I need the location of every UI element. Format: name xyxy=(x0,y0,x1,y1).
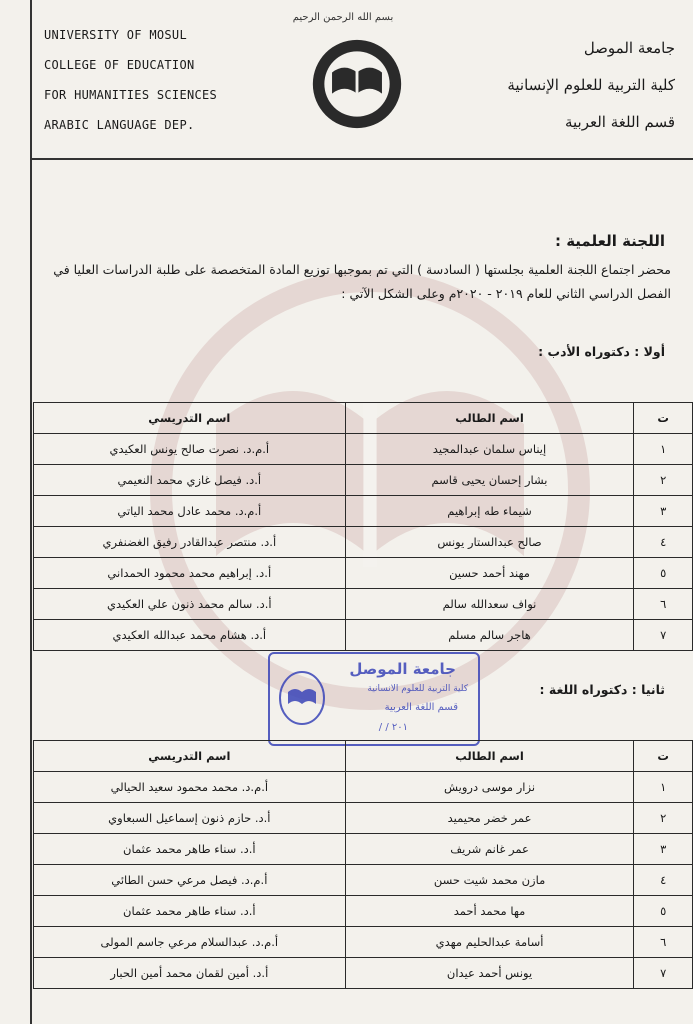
stamp-date: / / ٢٠١ xyxy=(378,722,408,733)
table-row xyxy=(34,927,693,958)
row-num: ٤ xyxy=(634,865,693,896)
col-student-header: اسم الطالب xyxy=(345,741,634,772)
teacher-name: أ.د. سناء طاهر محمد عثمان xyxy=(34,834,346,865)
teacher-name: أ.د. أمين لقمان محمد أمين الحبار xyxy=(34,958,346,989)
table-row xyxy=(34,434,693,465)
university-logo xyxy=(309,36,405,132)
student-name: نواف سعدالله سالم xyxy=(345,589,634,620)
committee-title: اللجنة العلمية : xyxy=(554,232,665,250)
section2-title: ثانيا : دكتوراه اللغة : xyxy=(539,682,665,697)
student-name: يونس أحمد عيدان xyxy=(345,958,634,989)
en-header-line: UNIVERSITY OF MOSUL xyxy=(44,28,187,42)
row-num: ٧ xyxy=(634,620,693,651)
ar-header-line: كلية التربية للعلوم الإنسانية xyxy=(507,76,675,94)
teacher-name: أ.م.د. عبدالسلام مرعي جاسم المولى xyxy=(34,927,346,958)
stamp-title: جامعة الموصل xyxy=(349,660,456,678)
col-teacher-header: اسم التدريسي xyxy=(34,403,346,434)
en-header-line: FOR HUMANITIES SCIENCES xyxy=(44,88,218,102)
row-num: ٢ xyxy=(634,465,693,496)
table-row xyxy=(34,558,693,589)
table-row xyxy=(34,496,693,527)
student-name: مهند أحمد حسين xyxy=(345,558,634,589)
table-header-row xyxy=(34,403,693,434)
table-row xyxy=(34,589,693,620)
header-divider xyxy=(31,158,693,160)
table-row xyxy=(34,803,693,834)
teacher-name: أ.د. حازم ذنون إسماعيل السبعاوي xyxy=(34,803,346,834)
table-header-row xyxy=(34,741,693,772)
table-row xyxy=(34,772,693,803)
language-table xyxy=(33,740,693,989)
table-row xyxy=(34,620,693,651)
teacher-name: أ.د. هشام محمد عبدالله العكيدي xyxy=(34,620,346,651)
col-num-header: ت xyxy=(634,403,693,434)
student-name: بشار إحسان يحيى قاسم xyxy=(345,465,634,496)
basmala: بسم الله الرحمن الرحيم xyxy=(292,12,394,23)
en-header-line: COLLEGE OF EDUCATION xyxy=(44,58,195,72)
col-student-header: اسم الطالب xyxy=(345,403,634,434)
teacher-name: أ.م.د. محمد محمود سعيد الحيالي xyxy=(34,772,346,803)
ar-header-line: جامعة الموصل xyxy=(583,39,675,57)
student-name: هاجر سالم مسلم xyxy=(345,620,634,651)
teacher-name: أ.د. إبراهيم محمد محمود الحمداني xyxy=(34,558,346,589)
student-name: إيناس سلمان عبدالمجيد xyxy=(345,434,634,465)
student-name: أسامة عبدالحليم مهدي xyxy=(345,927,634,958)
student-name: شيماء طه إبراهيم xyxy=(345,496,634,527)
col-teacher-header: اسم التدريسي xyxy=(34,741,346,772)
section1-title: أولا : دكتوراه الأدب : xyxy=(538,344,665,359)
row-num: ٥ xyxy=(634,558,693,589)
teacher-name: أ.م.د. محمد عادل محمد الياتي xyxy=(34,496,346,527)
teacher-name: أ.د. سالم محمد ذنون علي العكيدي xyxy=(34,589,346,620)
row-num: ٣ xyxy=(634,496,693,527)
student-name: صالح عبدالستار يونس xyxy=(345,527,634,558)
row-num: ١ xyxy=(634,772,693,803)
teacher-name: أ.د. فيصل غازي محمد النعيمي xyxy=(34,465,346,496)
intro-paragraph xyxy=(31,258,671,306)
table-row xyxy=(34,834,693,865)
english-header xyxy=(44,20,217,140)
table-row xyxy=(34,527,693,558)
row-num: ٦ xyxy=(634,589,693,620)
table-row xyxy=(34,865,693,896)
student-name: مازن محمد شيت حسن xyxy=(345,865,634,896)
intro-line: محضر اجتماع اللجنة العلمية بجلستها ( السادسة ) التي تم بموجبها توزيع المادة المتخصصة على طلبة الدراسات العليا في xyxy=(53,262,671,277)
row-num: ٦ xyxy=(634,927,693,958)
department-stamp xyxy=(268,652,480,746)
arabic-header xyxy=(507,30,675,141)
teacher-name: أ.م.د. فيصل مرعي حسن الطائي xyxy=(34,865,346,896)
student-name: عمر غانم شريف xyxy=(345,834,634,865)
row-num: ٢ xyxy=(634,803,693,834)
ar-header-line: قسم اللغة العربية xyxy=(564,113,675,131)
row-num: ١ xyxy=(634,434,693,465)
intro-line: الفصل الدراسي الثاني للعام ٢٠١٩ - ٢٠٢٠م وعلى الشكل الآتي : xyxy=(341,286,671,301)
table-row xyxy=(34,896,693,927)
table-row xyxy=(34,465,693,496)
row-num: ٥ xyxy=(634,896,693,927)
student-name: مها محمد أحمد xyxy=(345,896,634,927)
literature-table xyxy=(33,402,693,651)
row-num: ٣ xyxy=(634,834,693,865)
teacher-name: أ.د. منتصر عبدالقادر رفيق الغضنفري xyxy=(34,527,346,558)
col-num-header: ت xyxy=(634,741,693,772)
row-num: ٤ xyxy=(634,527,693,558)
student-name: عمر خضر محيميد xyxy=(345,803,634,834)
stamp-college: كلية التربية للعلوم الانسانية xyxy=(367,684,468,694)
teacher-name: أ.م.د. نصرت صالح يونس العكيدي xyxy=(34,434,346,465)
stamp-seal-icon xyxy=(276,668,328,728)
row-num: ٧ xyxy=(634,958,693,989)
table-row xyxy=(34,958,693,989)
student-name: نزار موسى درويش xyxy=(345,772,634,803)
en-header-line: ARABIC LANGUAGE DEP. xyxy=(44,118,195,132)
teacher-name: أ.د. سناء طاهر محمد عثمان xyxy=(34,896,346,927)
stamp-department: قسم اللغة العربية xyxy=(384,702,458,713)
